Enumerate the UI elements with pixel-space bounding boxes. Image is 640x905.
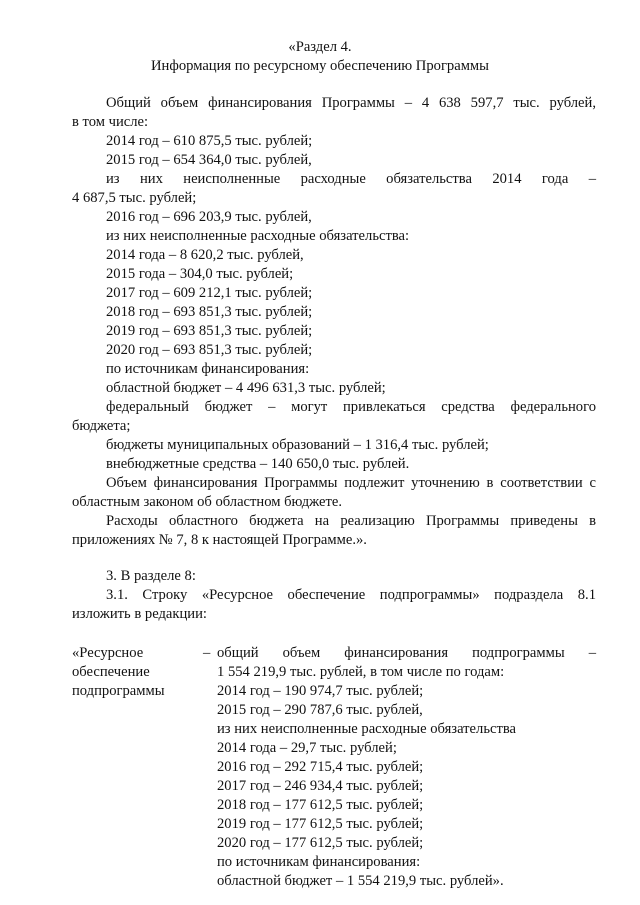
- section-heading-title: Информация по ресурсному обеспечению Программы: [151, 58, 489, 74]
- expenses-note-cont: приложениях № 7, 8 к настоящей Программе.».: [72, 532, 367, 548]
- federal-budget-cont: бюджета;: [72, 418, 131, 434]
- subprogram-total-line: общий объем финансирования подпрограммы –: [217, 645, 596, 661]
- item-3-heading: 3. В разделе 8:: [106, 568, 196, 584]
- row-separator-dash: –: [203, 645, 211, 661]
- year-2020-line: 2020 год – 693 851,3 тыс. рублей;: [106, 342, 313, 358]
- subprogram-obligation-2014: 2014 года – 29,7 тыс. рублей;: [217, 740, 397, 756]
- row-label-line-3: подпрограммы: [72, 683, 165, 699]
- total-financing-cont: в том числе:: [72, 114, 149, 130]
- year-2015-line: 2015 год – 654 364,0 тыс. рублей,: [106, 152, 312, 168]
- year-2014-line: 2014 год – 610 875,5 тыс. рублей;: [106, 133, 313, 149]
- subprogram-2020: 2020 год – 177 612,5 тыс. рублей;: [217, 835, 424, 851]
- subprogram-total-amount: 1 554 219,9 тыс. рублей, в том числе по годам:: [217, 664, 505, 680]
- expenses-note-line: Расходы областного бюджета на реализацию Программы приведены в: [106, 513, 596, 529]
- unfulfilled-2014-amount: 4 687,5 тыс. рублей;: [72, 190, 197, 206]
- by-sources-line: по источникам финансирования:: [106, 361, 310, 377]
- subprogram-2015: 2015 год – 290 787,6 тыс. рублей,: [217, 702, 423, 718]
- extra-budget-line: внебюджетные средства – 140 650,0 тыс. рублей.: [106, 456, 410, 472]
- year-2018-line: 2018 год – 693 851,3 тыс. рублей;: [106, 304, 313, 320]
- volume-note-cont: областным законом об областном бюджете.: [72, 494, 343, 510]
- municipal-budget-line: бюджеты муниципальных образований – 1 316,4 тыс. рублей;: [106, 437, 489, 453]
- federal-budget-line: федеральный бюджет – могут привлекаться средства федерального: [106, 399, 596, 415]
- subprogram-2019: 2019 год – 177 612,5 тыс. рублей;: [217, 816, 424, 832]
- volume-note-line: Объем финансирования Программы подлежит уточнению в соответствии с: [106, 475, 596, 491]
- subprogram-2016: 2016 год – 292 715,4 тыс. рублей;: [217, 759, 424, 775]
- obligation-2015-line: 2015 года – 304,0 тыс. рублей;: [106, 266, 294, 282]
- row-label-line-2: обеспечение: [72, 664, 150, 680]
- unfulfilled-2014-line: из них неисполненные расходные обязательства 2014 года –: [106, 171, 596, 187]
- subprogram-2018: 2018 год – 177 612,5 тыс. рублей;: [217, 797, 424, 813]
- row-label-line-1: «Ресурсное: [72, 645, 144, 661]
- total-financing-line: Общий объем финансирования Программы – 4 638 597,7 тыс. рублей,: [106, 95, 596, 111]
- subprogram-by-sources: по источникам финансирования:: [217, 854, 421, 870]
- section-heading-number: «Раздел 4.: [288, 39, 352, 55]
- year-2016-line: 2016 год – 696 203,9 тыс. рублей,: [106, 209, 312, 225]
- item-3-1-cont: изложить в редакции:: [72, 606, 207, 622]
- subprogram-of-them: из них неисполненные расходные обязательства: [217, 721, 516, 737]
- subprogram-2017: 2017 год – 246 934,4 тыс. рублей;: [217, 778, 424, 794]
- subprogram-regional-budget: областной бюджет – 1 554 219,9 тыс. рублей».: [217, 873, 504, 889]
- regional-budget-line: областной бюджет – 4 496 631,3 тыс. рублей;: [106, 380, 386, 396]
- obligation-2014-line: 2014 года – 8 620,2 тыс. рублей,: [106, 247, 304, 263]
- year-2017-line: 2017 год – 609 212,1 тыс. рублей;: [106, 285, 313, 301]
- year-2019-line: 2019 год – 693 851,3 тыс. рублей;: [106, 323, 313, 339]
- subprogram-2014: 2014 год – 190 974,7 тыс. рублей;: [217, 683, 424, 699]
- of-them-line: из них неисполненные расходные обязательства:: [106, 228, 410, 244]
- item-3-1-line: 3.1. Строку «Ресурсное обеспечение подпрограммы» подраздела 8.1: [106, 587, 596, 603]
